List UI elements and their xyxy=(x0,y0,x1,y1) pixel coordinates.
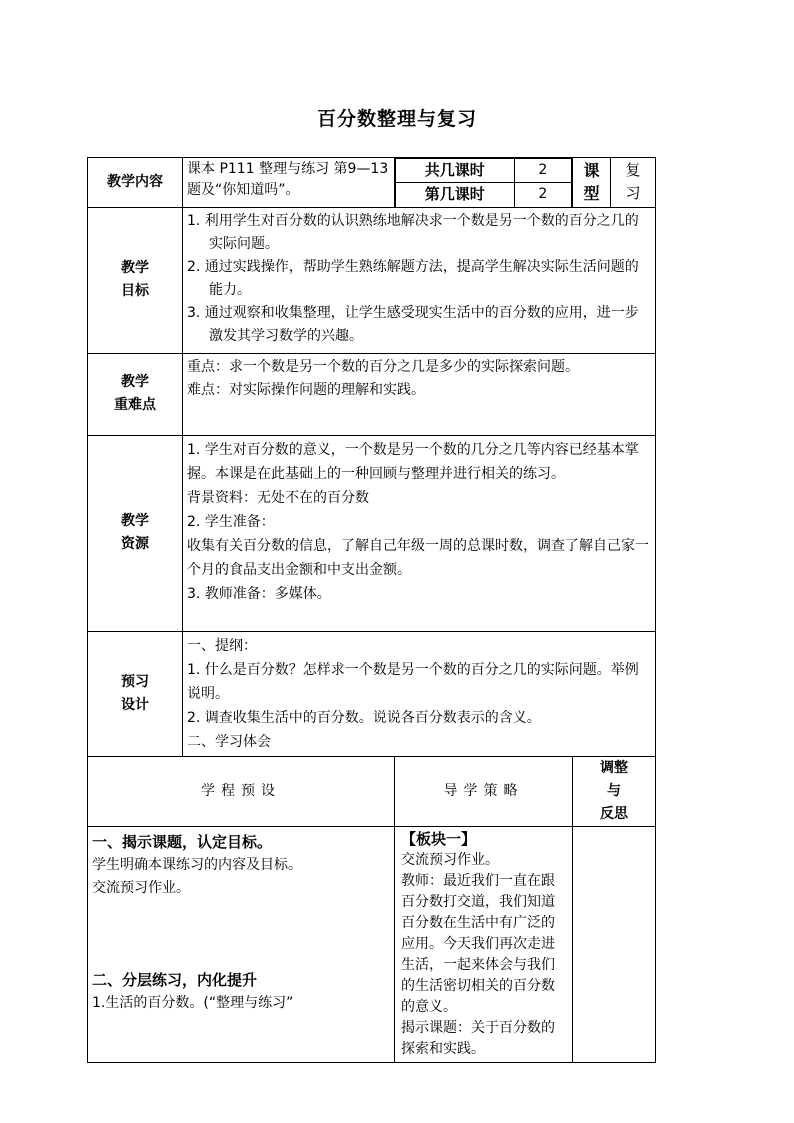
resource-line: 3. 教师准备：多媒体。 xyxy=(187,585,331,602)
process-text: 学生明确本课练习的内容及目标。 xyxy=(92,856,302,873)
process-heading-2: 二、分层练习，内化提升 xyxy=(92,970,258,989)
adjust-cell xyxy=(573,826,656,1062)
preview-line: 1. 什么是百分数？怎样求一个数是另一个数的百分之几的实际问题。举例说明。 xyxy=(187,661,639,702)
objective-item: 3. 通过观察和收集整理，让学生感受现实生活中的百分数的应用，进一步激发其学习数学的兴趣。 xyxy=(187,304,639,344)
preview-label-2: 设计 xyxy=(121,696,149,713)
strategy-text: 教师：最近我们一直在跟百分数打交道，我们知道百分数在生活中有广泛的应用。今天我们再次走进生活，一起来体会与我们的生活密切相关的百分数的意义。 xyxy=(401,872,555,1015)
preview-label-1: 预习 xyxy=(121,673,149,690)
lesson-count-grid xyxy=(395,158,572,207)
objective-item: 1. 利用学生对百分数的认识熟练地解决求一个数是另一个数的百分之几的实际问题。 xyxy=(187,212,639,252)
process-heading-1: 一、揭示课题，认定目标。 xyxy=(92,832,273,851)
total-lessons-label: 共几课时 xyxy=(396,159,515,183)
content-label: 教学内容 xyxy=(88,158,183,208)
objective-item: 2. 通过实践操作，帮助学生熟练解题方法，提高学生解决实际生活问题的能力。 xyxy=(187,258,639,298)
objectives-label-1: 教学 xyxy=(121,260,149,276)
page-title: 百分数整理与复习 xyxy=(316,108,477,130)
strategy-text: 交流预习作业。 xyxy=(401,851,499,868)
resources-label-2: 资源 xyxy=(121,536,149,552)
resource-line: 背景资料：无处不在的百分数 xyxy=(187,489,369,506)
adjust-header-line-2: 与 xyxy=(607,782,621,799)
key-point-line: 重点：求一个数是另一个数的百分之几是多少的实际探索问题。 xyxy=(187,358,579,375)
strategy-heading: 【板块一】 xyxy=(401,829,477,848)
preview-line: 二、学习体会 xyxy=(187,733,271,750)
process-text: 交流预习作业。 xyxy=(92,879,190,896)
resource-line: 2. 学生准备： xyxy=(187,513,275,530)
total-lessons-value: 2 xyxy=(514,159,571,183)
lesson-plan-table xyxy=(87,157,656,1063)
lesson-type-label: 课型 xyxy=(573,158,611,208)
adjust-header-line-3: 反思 xyxy=(600,805,628,822)
content-value: 课本 P111 整理与练习 第9—13 题及“你知道吗”。 xyxy=(183,158,395,208)
key-points-label-1: 教学 xyxy=(121,374,149,390)
key-points-label-2: 重难点 xyxy=(114,397,156,413)
process-column-header: 学程预设 xyxy=(88,756,395,826)
current-lesson-value: 2 xyxy=(514,183,571,207)
resource-line: 1. 学生对百分数的意义，一个数是另一个数的几分之几等内容已经基本掌握。本课是在此基础上的一种回顾与整理并进行相关的练习。 xyxy=(187,441,639,482)
resource-line: 收集有关百分数的信息，了解自己年级一周的总课时数，调查了解自己家一个月的食品支出金额和中支出金额。 xyxy=(187,537,649,578)
strategy-column-header: 导学策略 xyxy=(395,756,573,826)
lesson-type-value: 复习 xyxy=(611,158,656,208)
resources-label-1: 教学 xyxy=(121,513,149,529)
preview-line: 一、提纲： xyxy=(187,637,257,654)
adjust-header-line-1: 调整 xyxy=(600,759,628,776)
preview-line: 2. 调查收集生活中的百分数。说说各百分数表示的含义。 xyxy=(187,709,541,726)
objectives-label-2: 目标 xyxy=(121,283,149,299)
difficulty-line: 难点：对实际操作问题的理解和实践。 xyxy=(187,381,425,398)
current-lesson-label: 第几课时 xyxy=(396,183,515,207)
process-text: 1.生活的百分数。(“整理与练习” xyxy=(92,994,294,1011)
strategy-text: 揭示课题：关于百分数的探索和实践。 xyxy=(401,1019,555,1057)
